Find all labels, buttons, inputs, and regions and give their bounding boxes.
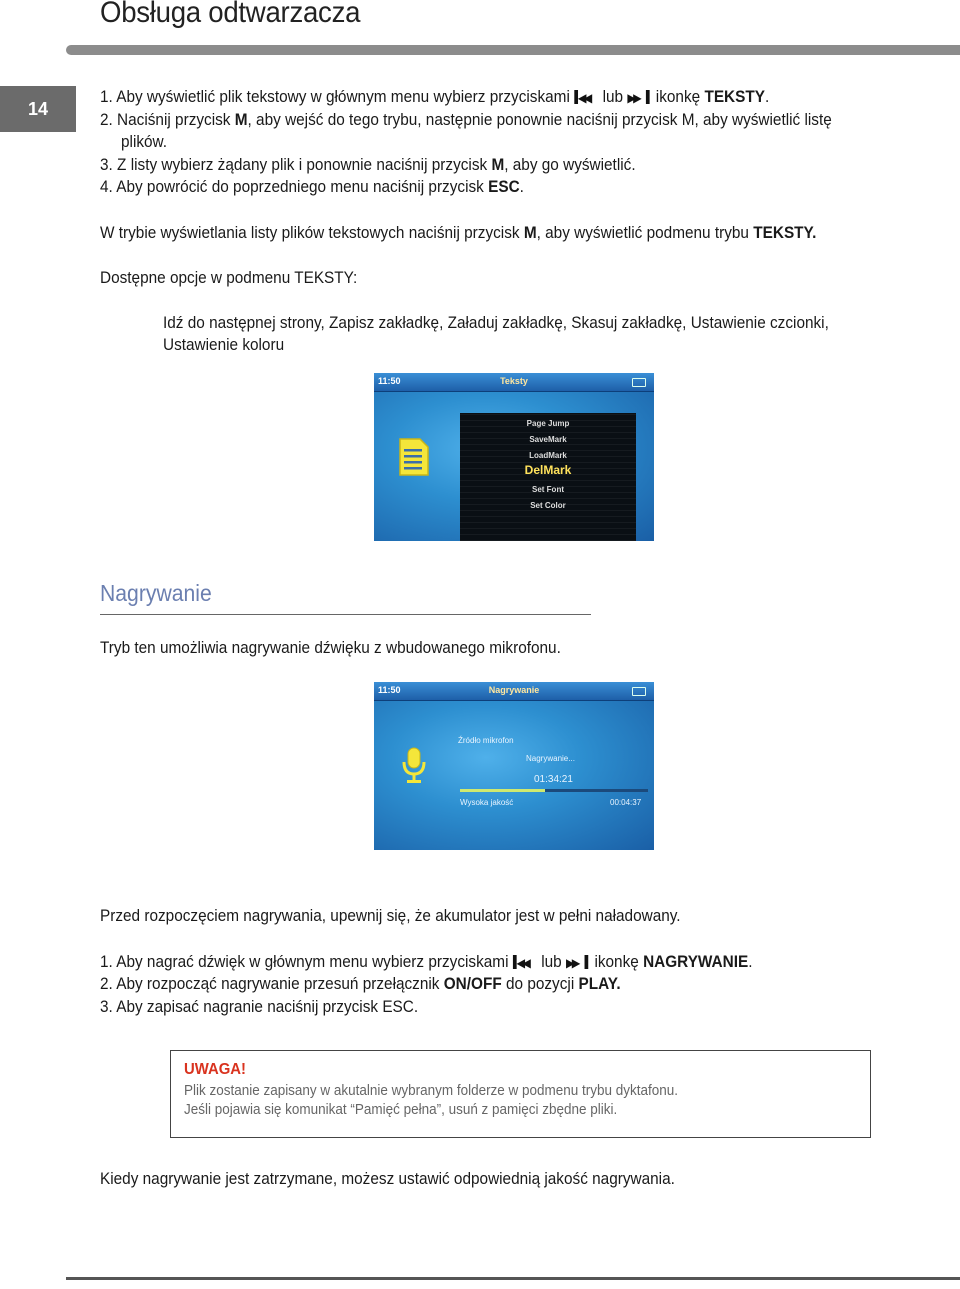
texts-step-2-cont: plików. [121,133,168,151]
texts-step-2: 2. Naciśnij przycisk M, aby wejść do tego trybu, następnie ponownie naciśnij przycisk M, aby wyświetlić listę [100,111,832,129]
submenu-item-set-font[interactable]: Set Font [532,485,564,494]
recording-screenshot [374,682,654,850]
section-heading-recording: Nagrywanie [100,580,212,606]
recording-progress-bar [460,789,648,792]
texts-submenu [460,413,636,541]
submenu-item-save-mark[interactable]: SaveMark [529,435,567,444]
battery-icon [632,378,646,387]
list-mode-paragraph: W trybie wyświetlania listy plików tekstowych naciśnij przycisk M, aby wyświetlić podmenu trybu TEKSTY. [100,224,817,242]
previous-track-icon [513,955,537,969]
texts-step-1: 1. Aby wyświetlić plik tekstowy w głównym menu wybierz przyciskami ◀◀ lub ▶▶ ikonkę TEKSTY. [100,86,769,109]
submenu-item-page-jump[interactable]: Page Jump [526,419,570,428]
texts-mode-screenshot [374,373,654,541]
footer-divider [66,1277,960,1280]
options-heading: Dostępne opcje w podmenu TEKSTY: [100,269,358,287]
next-track-icon [566,955,590,969]
submenu-item-del-mark[interactable]: DelMark [524,463,572,477]
device-status-bar [374,682,654,701]
device-clock: 11:50 [378,376,401,386]
recording-progress-fill [460,789,545,792]
page-title: Obsługa odtwarzacza [100,0,361,29]
section-divider [100,614,591,615]
battery-reminder: Przed rozpoczęciem nagrywania, upewnij się, że akumulator jest w pełni naładowany. [100,907,681,925]
next-track-icon [627,90,651,104]
options-line-1: Idź do następnej strony, Zapisz zakładkę, Załaduj zakładkę, Skasuj zakładkę, Ustawienie czcionki, [163,314,829,332]
title-divider [66,45,960,55]
recording-intro: Tryb ten umożliwia nagrywanie dźwięku z wbudowanego mikrofonu. [100,639,561,657]
texts-step-4: 4. Aby powrócić do poprzedniego menu naciśnij przycisk ESC. [100,178,524,196]
record-step-3: 3. Aby zapisać nagranie naciśnij przycisk ESC. [100,998,419,1016]
microphone-icon [400,746,428,786]
warning-line-1: Plik zostanie zapisany w akutalnie wybranym folderze w podmenu trybu dyktafonu. [184,1083,678,1099]
device-status-bar [374,373,654,392]
submenu-item-set-color[interactable]: Set Color [530,501,566,510]
device-screen-title: Teksty [500,376,528,386]
device-clock: 11:50 [378,685,401,695]
warning-title: UWAGA! [184,1061,246,1078]
page-number: 14 [0,86,76,132]
text-document-icon [398,437,430,477]
closing-paragraph: Kiedy nagrywanie jest zatrzymane, możesz ustawić odpowiednią jakość nagrywania. [100,1170,675,1188]
recording-remaining-time: 00:04:37 [610,798,642,807]
recording-status: Nagrywanie... [526,754,575,763]
warning-line-2: Jeśli pojawia się komunikat “Pamięć pełna”, usuń z pamięci zbędne pliki. [184,1102,618,1118]
recording-source: Źródło mikrofon [458,736,514,745]
options-line-2: Ustawienie koloru [163,336,285,354]
texts-step-3: 3. Z listy wybierz żądany plik i ponownie naciśnij przycisk M, aby go wyświetlić. [100,156,636,174]
previous-track-icon [574,90,598,104]
submenu-item-load-mark[interactable]: LoadMark [529,451,567,460]
device-screen-title: Nagrywanie [488,685,540,695]
recording-elapsed-time: 01:34:21 [534,774,573,785]
record-step-2: 2. Aby rozpocząć nagrywanie przesuń przełącznik ON/OFF do pozycji PLAY. [100,975,621,993]
record-step-1: 1. Aby nagrać dźwięk w głównym menu wybierz przyciskami ◀◀ lub ▶▶ ikonkę NAGRYWANIE. [100,951,752,974]
battery-icon [632,687,646,696]
recording-quality: Wysoka jakość [460,798,514,807]
